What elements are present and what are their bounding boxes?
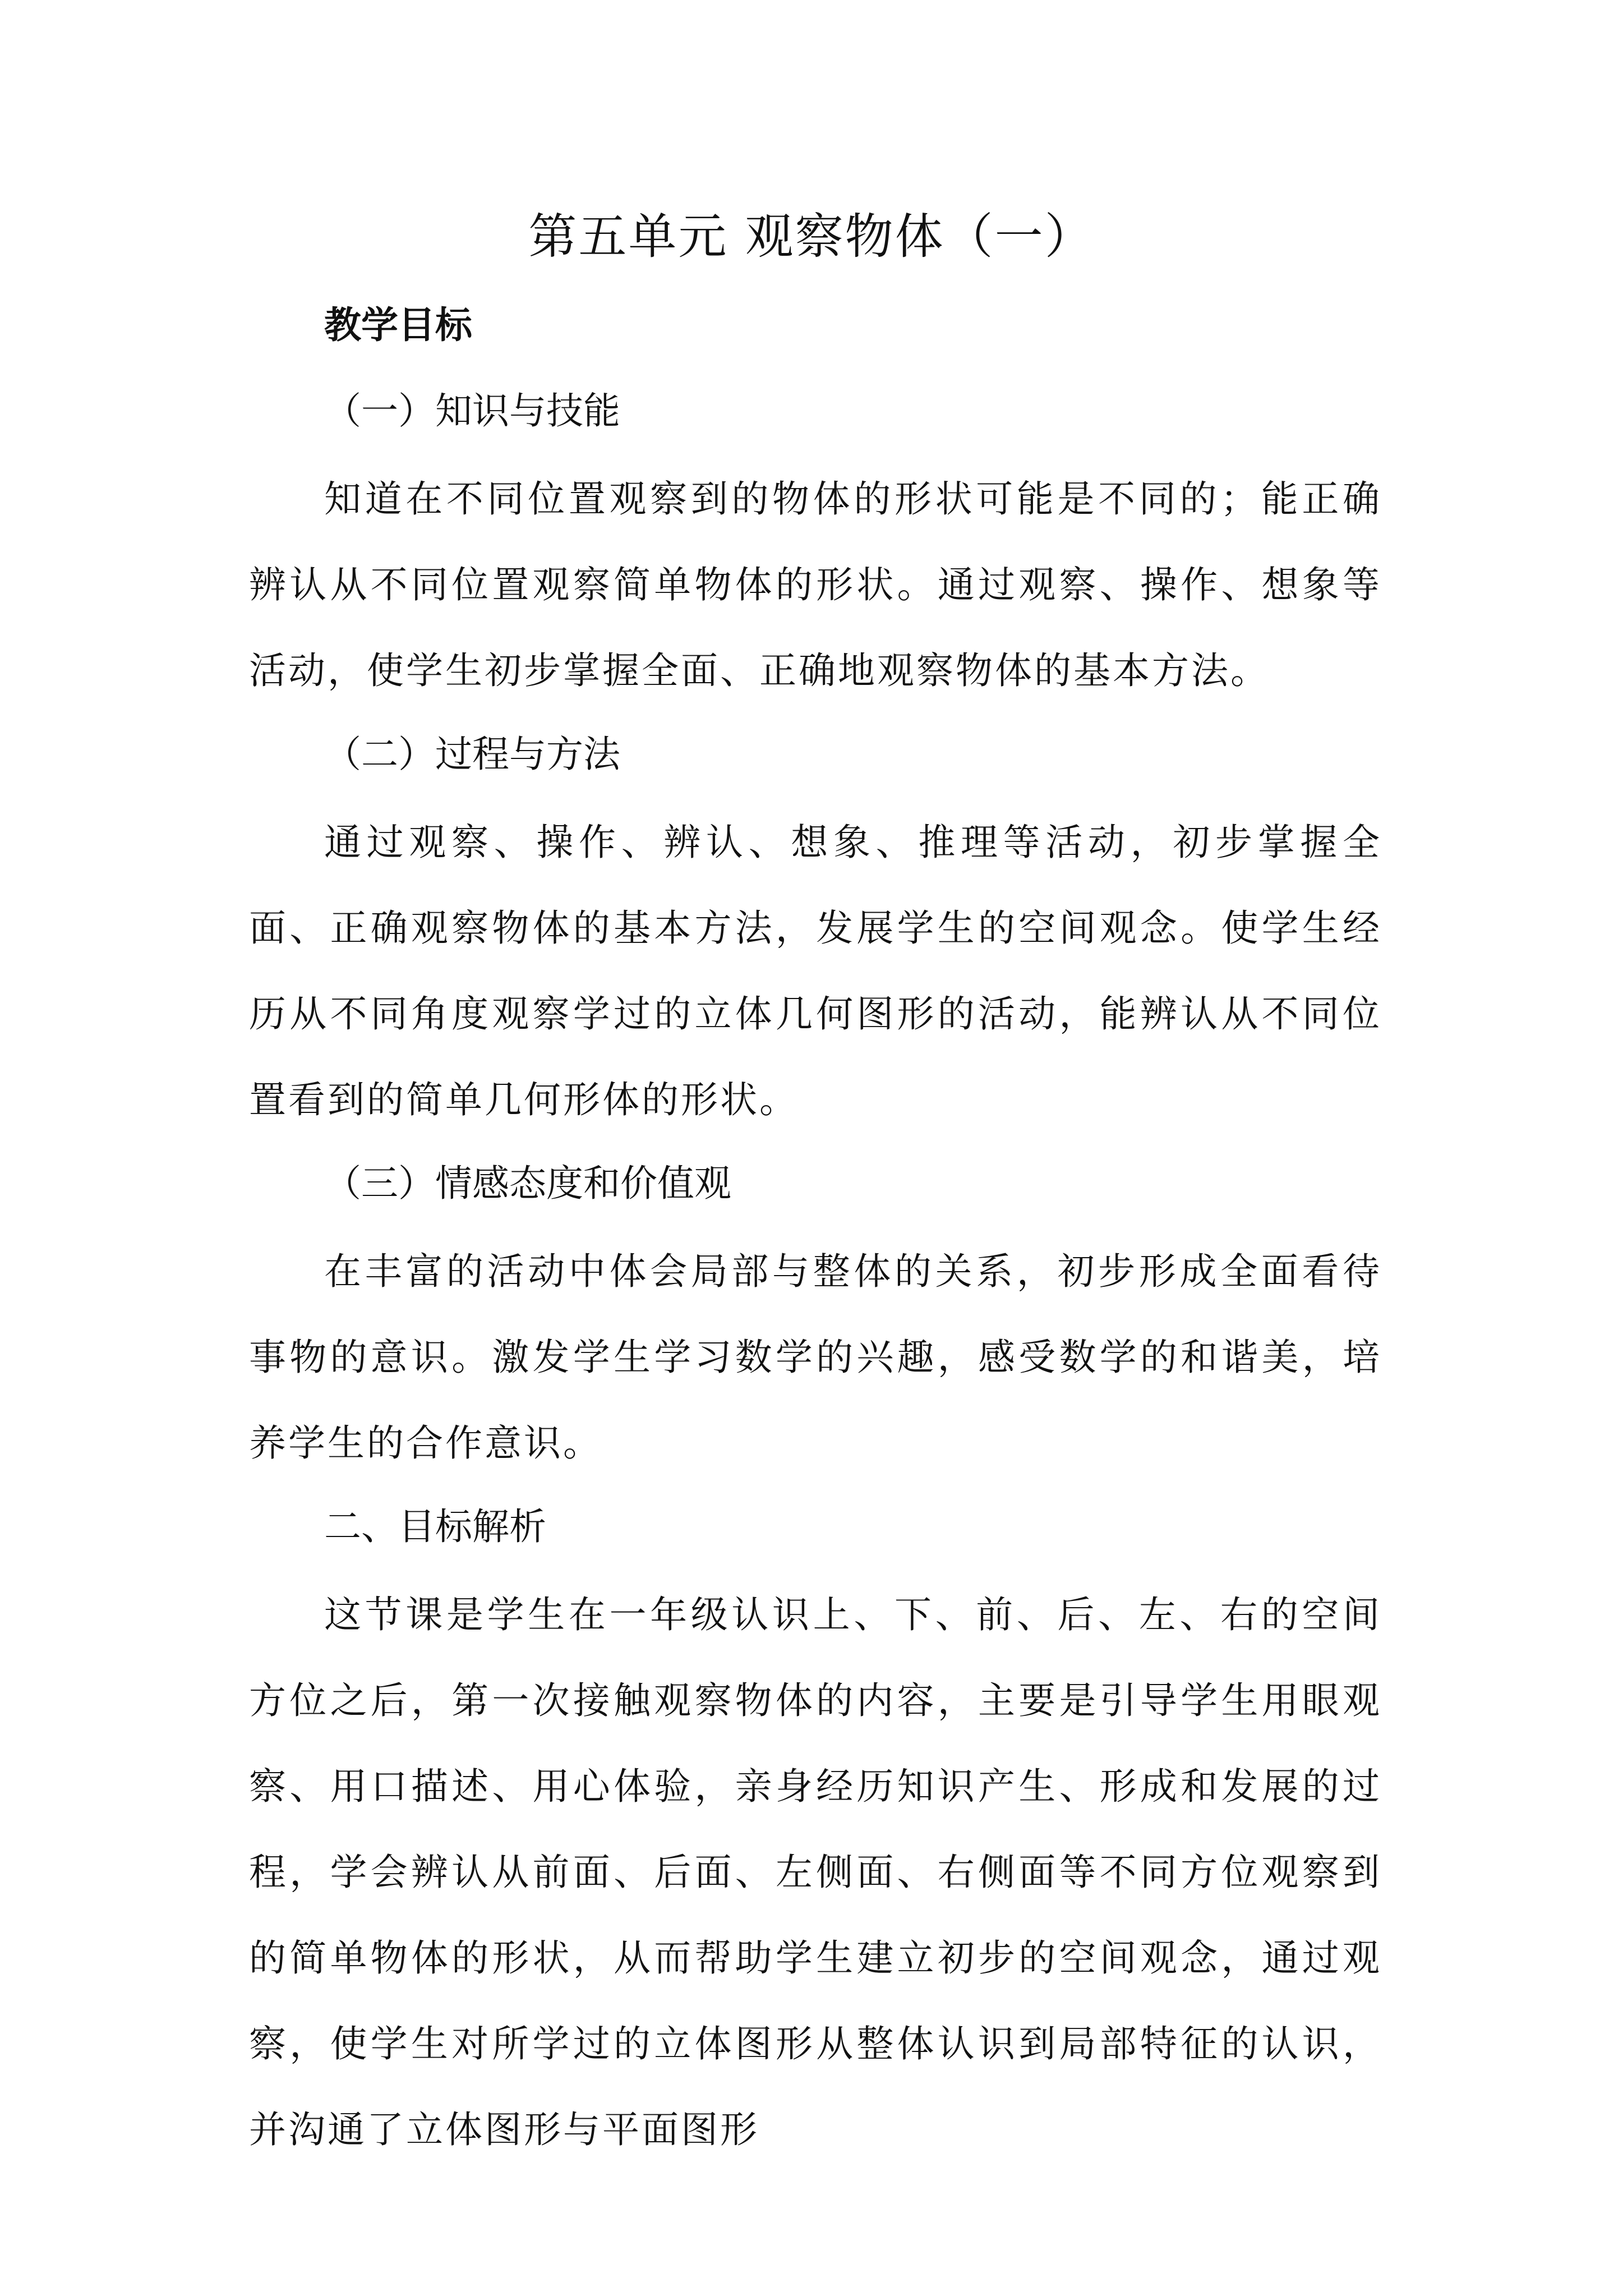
paragraph-knowledge-skills: 知道在不同位置观察到的物体的形状可能是不同的；能正确辨认从不同位置观察简单物体的形状。通过观察、操作、想象等活动，使学生初步掌握全面、正确地观察物体的基本方法。 <box>249 477 1382 692</box>
section-heading-objective-analysis: 二、目标解析 <box>324 1505 546 1548</box>
subheading-attitudes-values: （三）情感态度和价值观 <box>324 1162 731 1205</box>
page-title: 第五单元 观察物体（一） <box>528 209 1095 265</box>
section-heading-objectives: 教学目标 <box>324 303 472 347</box>
subheading-process-methods: （二）过程与方法 <box>324 733 620 776</box>
paragraph-attitudes-values: 在丰富的活动中体会局部与整体的关系，初步形成全面看待事物的意识。激发学生学习数学的兴趣，感受数学的和谐美，培养学生的合作意识。 <box>249 1250 1382 1465</box>
paragraph-process-methods: 通过观察、操作、辨认、想象、推理等活动，初步掌握全面、正确观察物体的基本方法，发展学生的空间观念。使学生经历从不同角度观察学过的立体几何图形的活动，能辨认从不同位置看到的简单几何形体的形状。 <box>249 821 1382 1121</box>
subheading-knowledge-skills: （一）知识与技能 <box>324 389 620 432</box>
paragraph-objective-analysis: 这节课是学生在一年级认识上、下、前、后、左、右的空间方位之后，第一次接触观察物体的内容，主要是引导学生用眼观察、用口描述、用心体验，亲身经历知识产生、形成和发展的过程，学会辨认从前面、后面、左侧面、右侧面等不同方位观察到的简单物体的形状，从而帮助学生建立初步的空间观念，通过观察，使学生对所学过的立体图形从整体认识到局部特征的认识，并沟通了立体图形与平面图形 <box>249 1593 1382 2151</box>
